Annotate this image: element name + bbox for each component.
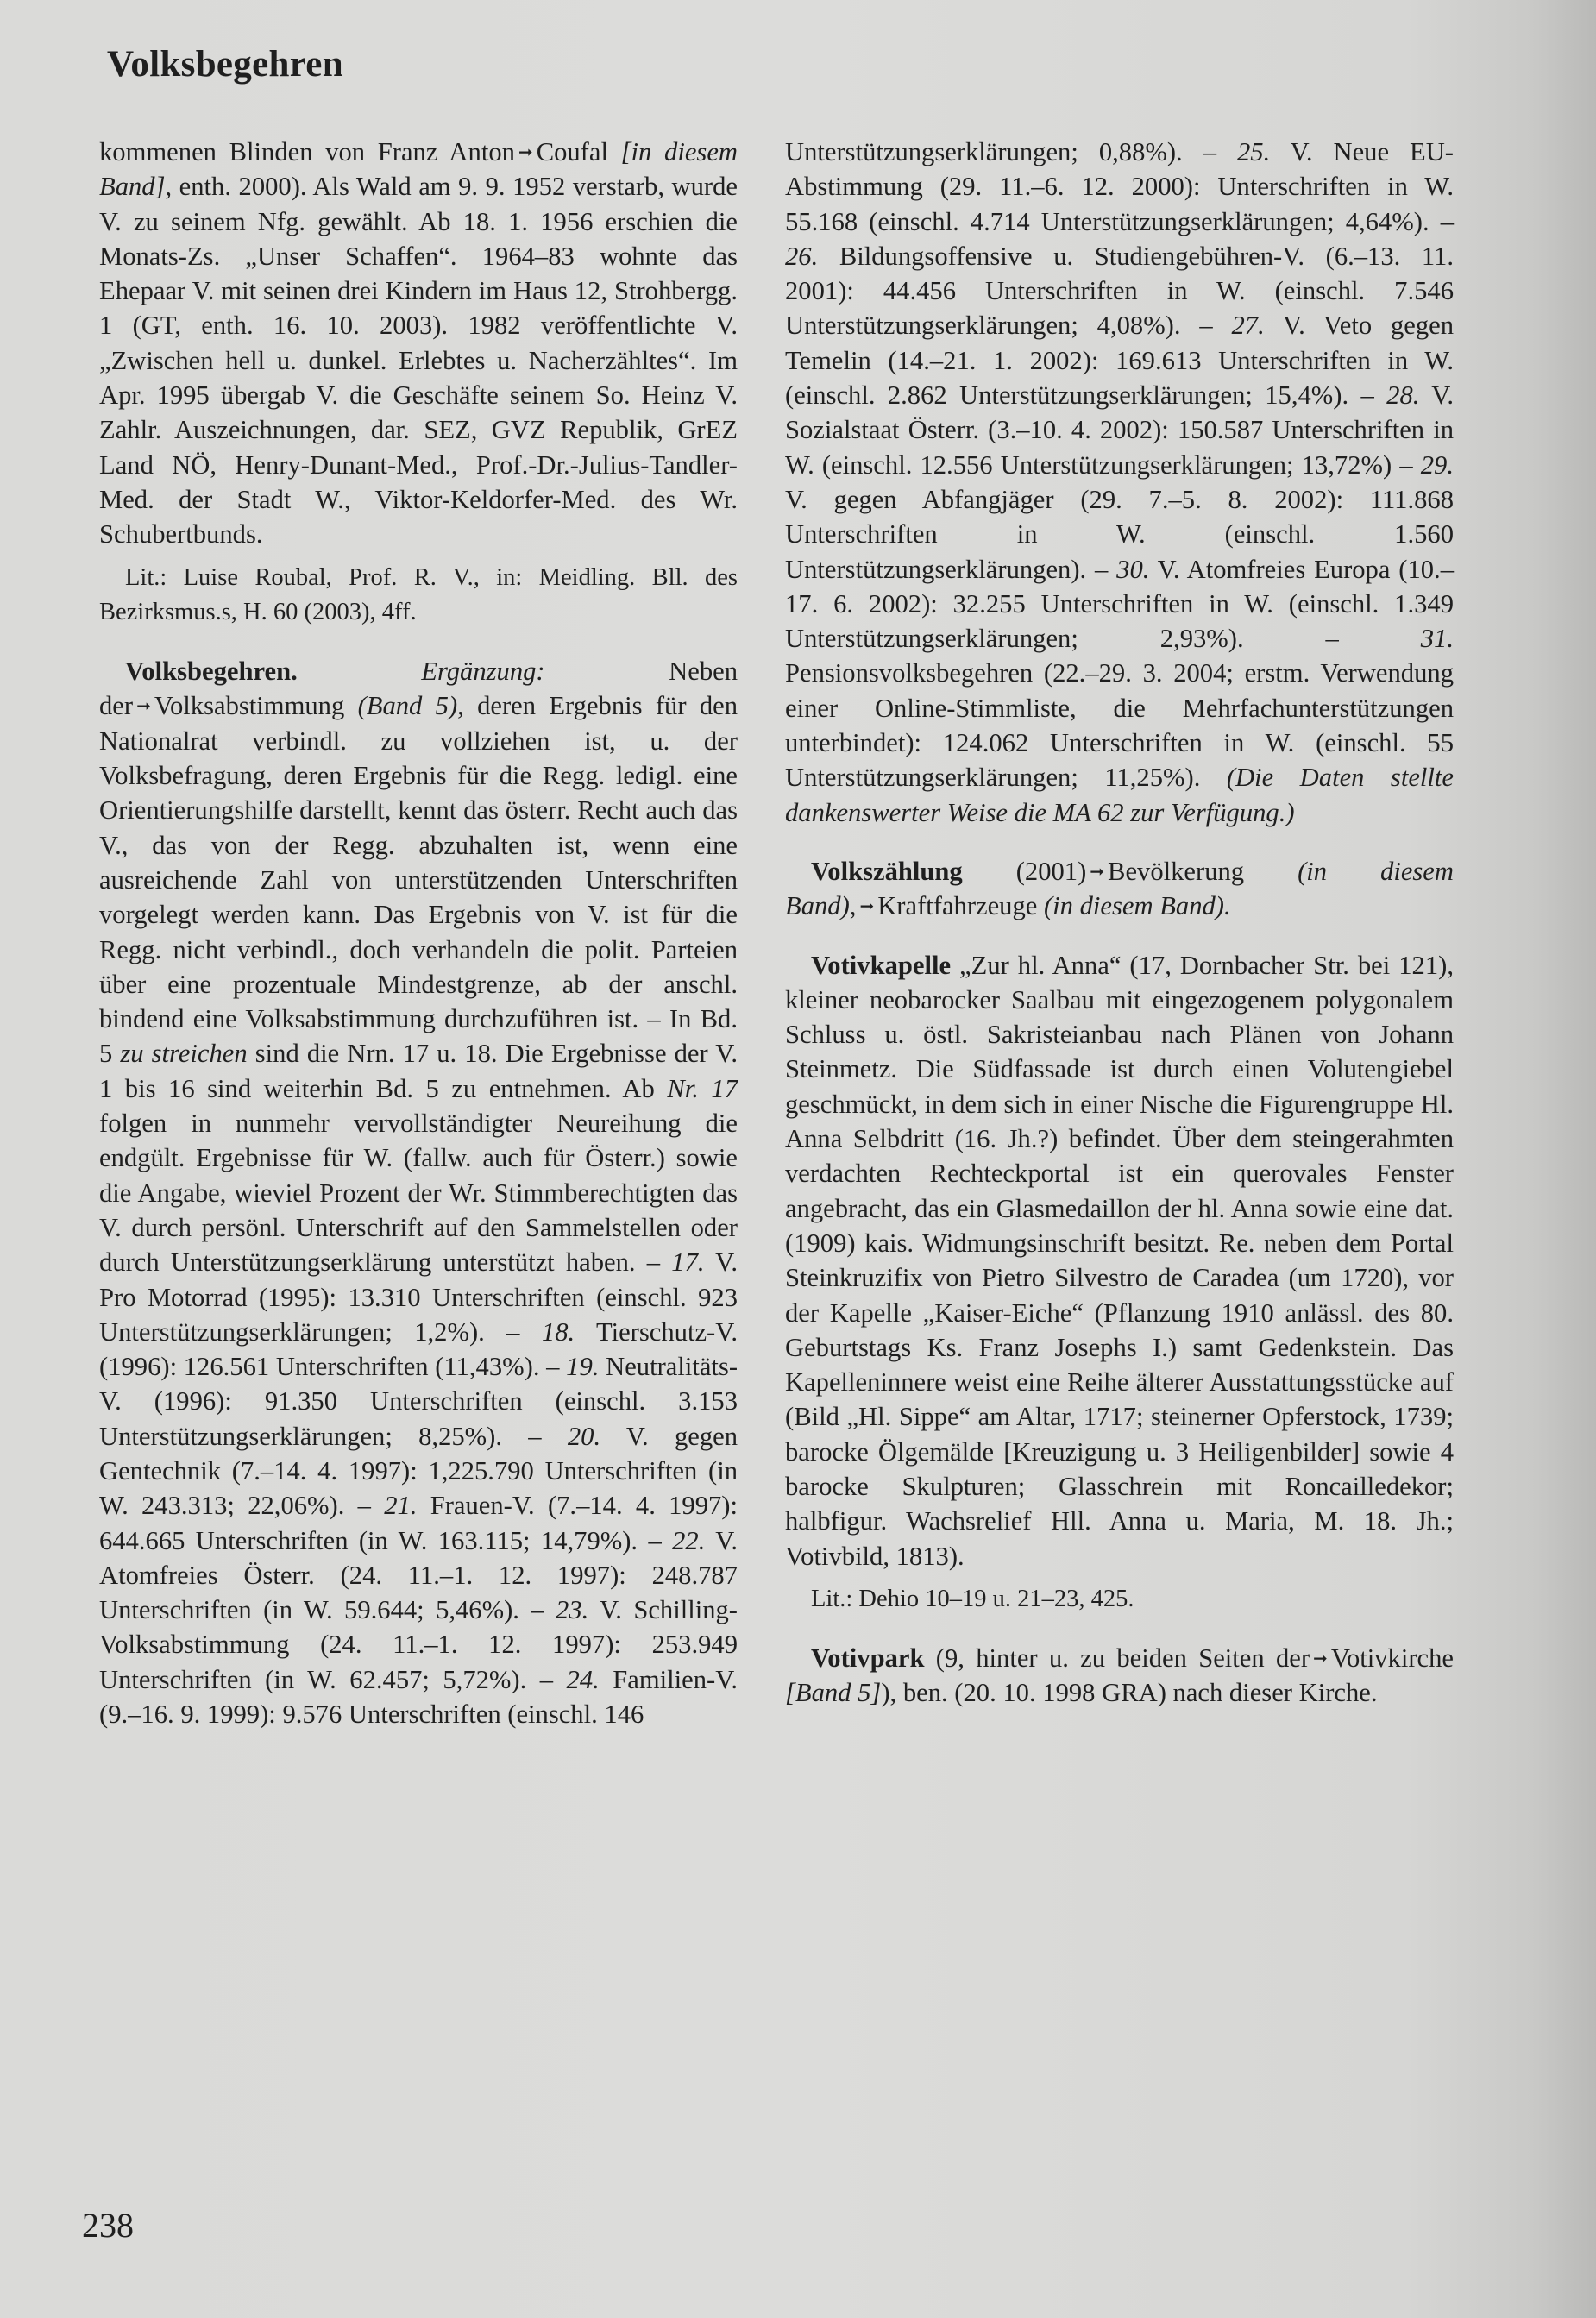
text-segment: V. Atomfreies Europa (10.–17. 6. 2002): 32.255 Unterschriften in W. (einschl. 1.349 Unterstützungserklärungen; 2,93%). – bbox=[785, 554, 1454, 654]
text-segment: Unterstützungserklärungen; 0,88%). – bbox=[785, 137, 1237, 166]
text-segment: Coufal bbox=[536, 137, 621, 166]
text-segment: ), ben. (20. 10. 1998 GRA) nach dieser Kirche. bbox=[881, 1678, 1378, 1708]
text-segment: kommenen Blinden von Franz Anton bbox=[99, 137, 515, 166]
item-number: 30. bbox=[1116, 554, 1150, 584]
item-number: 25. bbox=[1236, 137, 1271, 166]
item-number: 20. bbox=[567, 1421, 601, 1451]
text-segment: Pensionsvolksbegehren (22.–29. 3. 2004; erstm. Verwendung einer Online-Stimmliste, die Mehrfachunterstützungen unterbindet): 124.062 Unterschriften in W. (einschl. 55 Unterstützungserklärungen; 11,25%). bbox=[785, 658, 1454, 793]
italic-text: Nr. 17 bbox=[667, 1073, 738, 1103]
item-number: 28. bbox=[1386, 380, 1420, 411]
italic-reference: (in diesem Band). bbox=[1043, 891, 1231, 921]
text-segment: Neutralitäts-V. (1996): 91.350 Unterschriften (einschl. 3.153 Unterstützungserklärungen; 8,25%). – bbox=[99, 1352, 738, 1451]
italic-label: Ergänzung: bbox=[421, 656, 545, 687]
text-segment: Votivkirche bbox=[1330, 1643, 1454, 1674]
entry-volkszaehlung bbox=[785, 854, 1454, 924]
lemma-volkszaehlung: Volkszählung bbox=[811, 856, 963, 886]
text-segment: Bildungsoffensive u. Studiengebühren-V. (6.–13. 11. 2001): 44.456 Unterschriften in W. (einschl. 7.546 Unterstützungserklärungen; 4,08%). – bbox=[785, 241, 1454, 341]
item-number: 19. bbox=[566, 1352, 600, 1382]
text-segment: Tierschutz-V. (1996): 126.561 Unterschriften (11,43%). – bbox=[99, 1316, 738, 1382]
italic-reference: [Band 5] bbox=[785, 1678, 882, 1708]
item-number: 23. bbox=[556, 1595, 589, 1625]
text-segment: , enth. 2000). Als Wald am 9. 9. 1952 verstarb, wurde V. zu seinem Nfg. gewählt. Ab 18. 1. 1956 erschien die Monats-Zs. „Unser Schaffen“. 1964–83 wohnte das Ehepaar V. mit seinen drei Kindern im Haus 12, Strohbergg. 1 (GT, enth. 16. 10. 2003). 1982 veröffentlichte V. „Zwischen hell u. dunkel. Erlebtes u. Nacherzähltes“. Im Apr. 1995 übergab V. die Geschäfte seinem So. Heinz V. Zahlr. Auszeichnungen, dar. SEZ, GVZ Republik, GrEZ Land NÖ, Henry-Dunant-Med., Prof.-Dr.-Julius-Tandler-Med. der Stadt W., Viktor-Keldorfer-Med. des Wr. Schubertbunds. bbox=[99, 172, 738, 550]
item-number: 27. bbox=[1231, 311, 1265, 341]
entry-continuation bbox=[99, 135, 738, 552]
text-segment: Kraftfahrzeuge bbox=[877, 891, 1044, 921]
right-arrow-icon: ➞ bbox=[1090, 860, 1105, 882]
italic-reference: [in diesem Band] bbox=[99, 137, 738, 202]
right-arrow-icon: ➞ bbox=[859, 895, 875, 917]
text-segment: Familien-V. (9.–16. 9. 1999): 9.576 Unterschriften (einschl. 146 bbox=[99, 1664, 738, 1730]
italic-reference: (Band 5) bbox=[357, 691, 458, 721]
text-segment: Bevölkerung bbox=[1108, 856, 1298, 886]
italic-text: zu streichen bbox=[120, 1039, 248, 1069]
entry-volksbegehren-continuation bbox=[785, 135, 1454, 830]
italic-note: (Die Daten stellte dankenswerter Weise die MA 62 zur Verfügung.) bbox=[785, 763, 1454, 827]
item-number: 31. bbox=[1420, 624, 1454, 654]
text-segment: V. gegen Abfangjäger (29. 7.–5. 8. 2002): 111.868 Unterschriften in W. (einschl. 1.560 Unterstützungserklärungen). – bbox=[785, 484, 1454, 584]
right-arrow-icon: ➞ bbox=[518, 141, 533, 162]
text-segment: „Zur hl. Anna“ (17, Dornbacher Str. bei 121), kleiner neobarocker Saalbau mit eingezogenem polygonalem Schluss u. östl. Sakristeianbau nach Plänen von Johann Steinmetz. Die Südfassade ist durch einen Volutengiebel geschmückt, in dem sich in einer Nische die Figurengruppe Hl. Anna Selbdritt (16. Jh.?) befindet. Über dem steingerahmten verdachten Rechteckportal ist ein querovales Fenster angebracht, das ein Glasmedaillon der hl. Anna sowie eine dat. (1909) kais. Widmungsinschrift besitzt. Re. neben dem Portal Steinkruzifix von Pietro Silvestro de Caradea (um 1720), vor der Kapelle „Kaiser-Eiche“ (Pflanzung 1910 anlässl. des 80. Geburtstags Ks. Franz Josephs I.) samt Gedenkstein. Das Kapelleninnere weist eine Reihe älterer Ausstattungsstücke auf (Bild „Hl. Sippe“ am Altar, 1717; steinerner Opferstock, 1739; barocke Ölgemälde [Kreuzigung u. 3 Heiligenbilder] sowie 4 barocke Skulpturen; Glasschrein mit Roncailledekor; halbfigur. Wachsrelief Hll. Anna u. Maria, M. 18. Jh.; Votivbild, 1813). bbox=[785, 950, 1454, 1571]
item-number: 26. bbox=[785, 241, 819, 271]
text-segment: sind die Nrn. 17 u. 18. Die Ergebnisse der V. 1 bis 16 sind weiterhin Bd. 5 zu entnehmen. Ab bbox=[99, 1039, 738, 1103]
lemma-votivkapelle: Votivkapelle bbox=[811, 950, 952, 980]
item-number: 21. bbox=[384, 1491, 418, 1521]
item-number: 24. bbox=[566, 1664, 600, 1694]
text-segment: (9, hinter u. zu beiden Seiten der bbox=[924, 1643, 1310, 1674]
text-segment: Volksabstimmung bbox=[154, 691, 358, 721]
text-segment: V. gegen Gentechnik (7.–14. 4. 1997): 1,225.790 Unterschriften (in W. 243.313; 22,06%). – bbox=[99, 1421, 738, 1521]
text-segment: V. Neue EU-Abstimmung (29. 11.–6. 12. 2000): Unterschriften in W. 55.168 (einschl. 4.714 Unterstützungserklärungen; 4,64%). – bbox=[785, 137, 1454, 236]
lemma-volksbegehren: Volksbegehren. bbox=[125, 656, 298, 687]
page-number: 238 bbox=[82, 2206, 134, 2245]
left-column bbox=[99, 135, 738, 1731]
text-segment: V. Sozialstaat Österr. (3.–10. 4. 2002): 150.587 Unterschriften in W. (einschl. 12.556 Unterstützungserklärungen; 13,72%) – bbox=[785, 380, 1454, 480]
text-segment: (2001) bbox=[962, 856, 1087, 886]
literature-note: Lit.: Dehio 10–19 u. 21–23, 425. bbox=[811, 1585, 1134, 1612]
literature-note: Lit.: Luise Roubal, Prof. R. V., in: Meidling. Bll. des Bezirksmus.s, H. 60 (2003), 4ff. bbox=[99, 563, 738, 625]
item-number: 18. bbox=[541, 1316, 575, 1347]
text-segment: Frauen-V. (7.–14. 4. 1997): 644.665 Unterschriften (in W. 163.115; 14,79%). – bbox=[99, 1491, 738, 1555]
text-segment: V. Schilling-Volksabstimmung (24. 11.–1. 12. 1997): 253.949 Unterschriften (in W. 62.457; 5,72%). – bbox=[99, 1595, 738, 1694]
text-segment: Neben der bbox=[99, 656, 738, 721]
running-head: Volksbegehren bbox=[107, 44, 343, 85]
text-segment: , bbox=[849, 891, 857, 921]
lemma-votivpark: Votivpark bbox=[811, 1643, 925, 1674]
text-segment: , deren Ergebnis für den Nationalrat verbindl. zu vollziehen ist, u. der Volksbefragung, deren Ergebnis für die Regg. ledigl. eine Orientierungshilfe darstellt, kennt das österr. Recht auch das V., das von der Regg. abzuhalten ist, wenn eine ausreichende Zahl von unterstützenden Unterschriften vorgelegt werden kann. Das Ergebnis von V. ist für die Regg. nicht verbindl., doch verhandeln die polit. Parteien über eine prozentuale Mindestgrenze, ab der anschl. bindend eine Volksabstimmung durchzuführen ist. – In Bd. 5 bbox=[99, 691, 738, 1069]
entry-volksbegehren bbox=[99, 654, 738, 1731]
item-number: 22. bbox=[672, 1525, 706, 1555]
item-number: 17. bbox=[671, 1247, 705, 1278]
right-arrow-icon: ➞ bbox=[136, 695, 151, 717]
text-segment: V. Pro Motorrad (1995): 13.310 Unterschriften (einschl. 923 Unterstützungserklärungen; 1,2%). – bbox=[99, 1247, 738, 1347]
text-segment: V. Atomfreies Österr. (24. 11.–1. 12. 1997): 248.787 Unterschriften (in W. 59.644; 5,46%). – bbox=[99, 1525, 738, 1625]
entry-votivkapelle bbox=[785, 948, 1454, 1574]
text-segment: folgen in nunmehr vervollständigter Neureihung die endgült. Ergebnisse für W. (fallw. auch für Österr.) sowie die Angabe, wieviel Prozent der Wr. Stimmberechtigten das V. durch persönl. Unterschrift auf den Sammelstellen oder durch Unterstützungserklärung unterstützt haben. – bbox=[99, 1109, 738, 1278]
item-number: 29. bbox=[1420, 449, 1454, 480]
right-arrow-icon: ➞ bbox=[1313, 1648, 1328, 1669]
italic-reference: (in diesem Band) bbox=[785, 856, 1454, 921]
entry-votivpark bbox=[785, 1641, 1454, 1711]
text-segment: V. Veto gegen Temelin (14.–21. 1. 2002): 169.613 Unterschriften in W. (einschl. 2.862 Unterstützungserklärungen; 15,4%). – bbox=[785, 311, 1455, 411]
right-column bbox=[785, 135, 1454, 1711]
